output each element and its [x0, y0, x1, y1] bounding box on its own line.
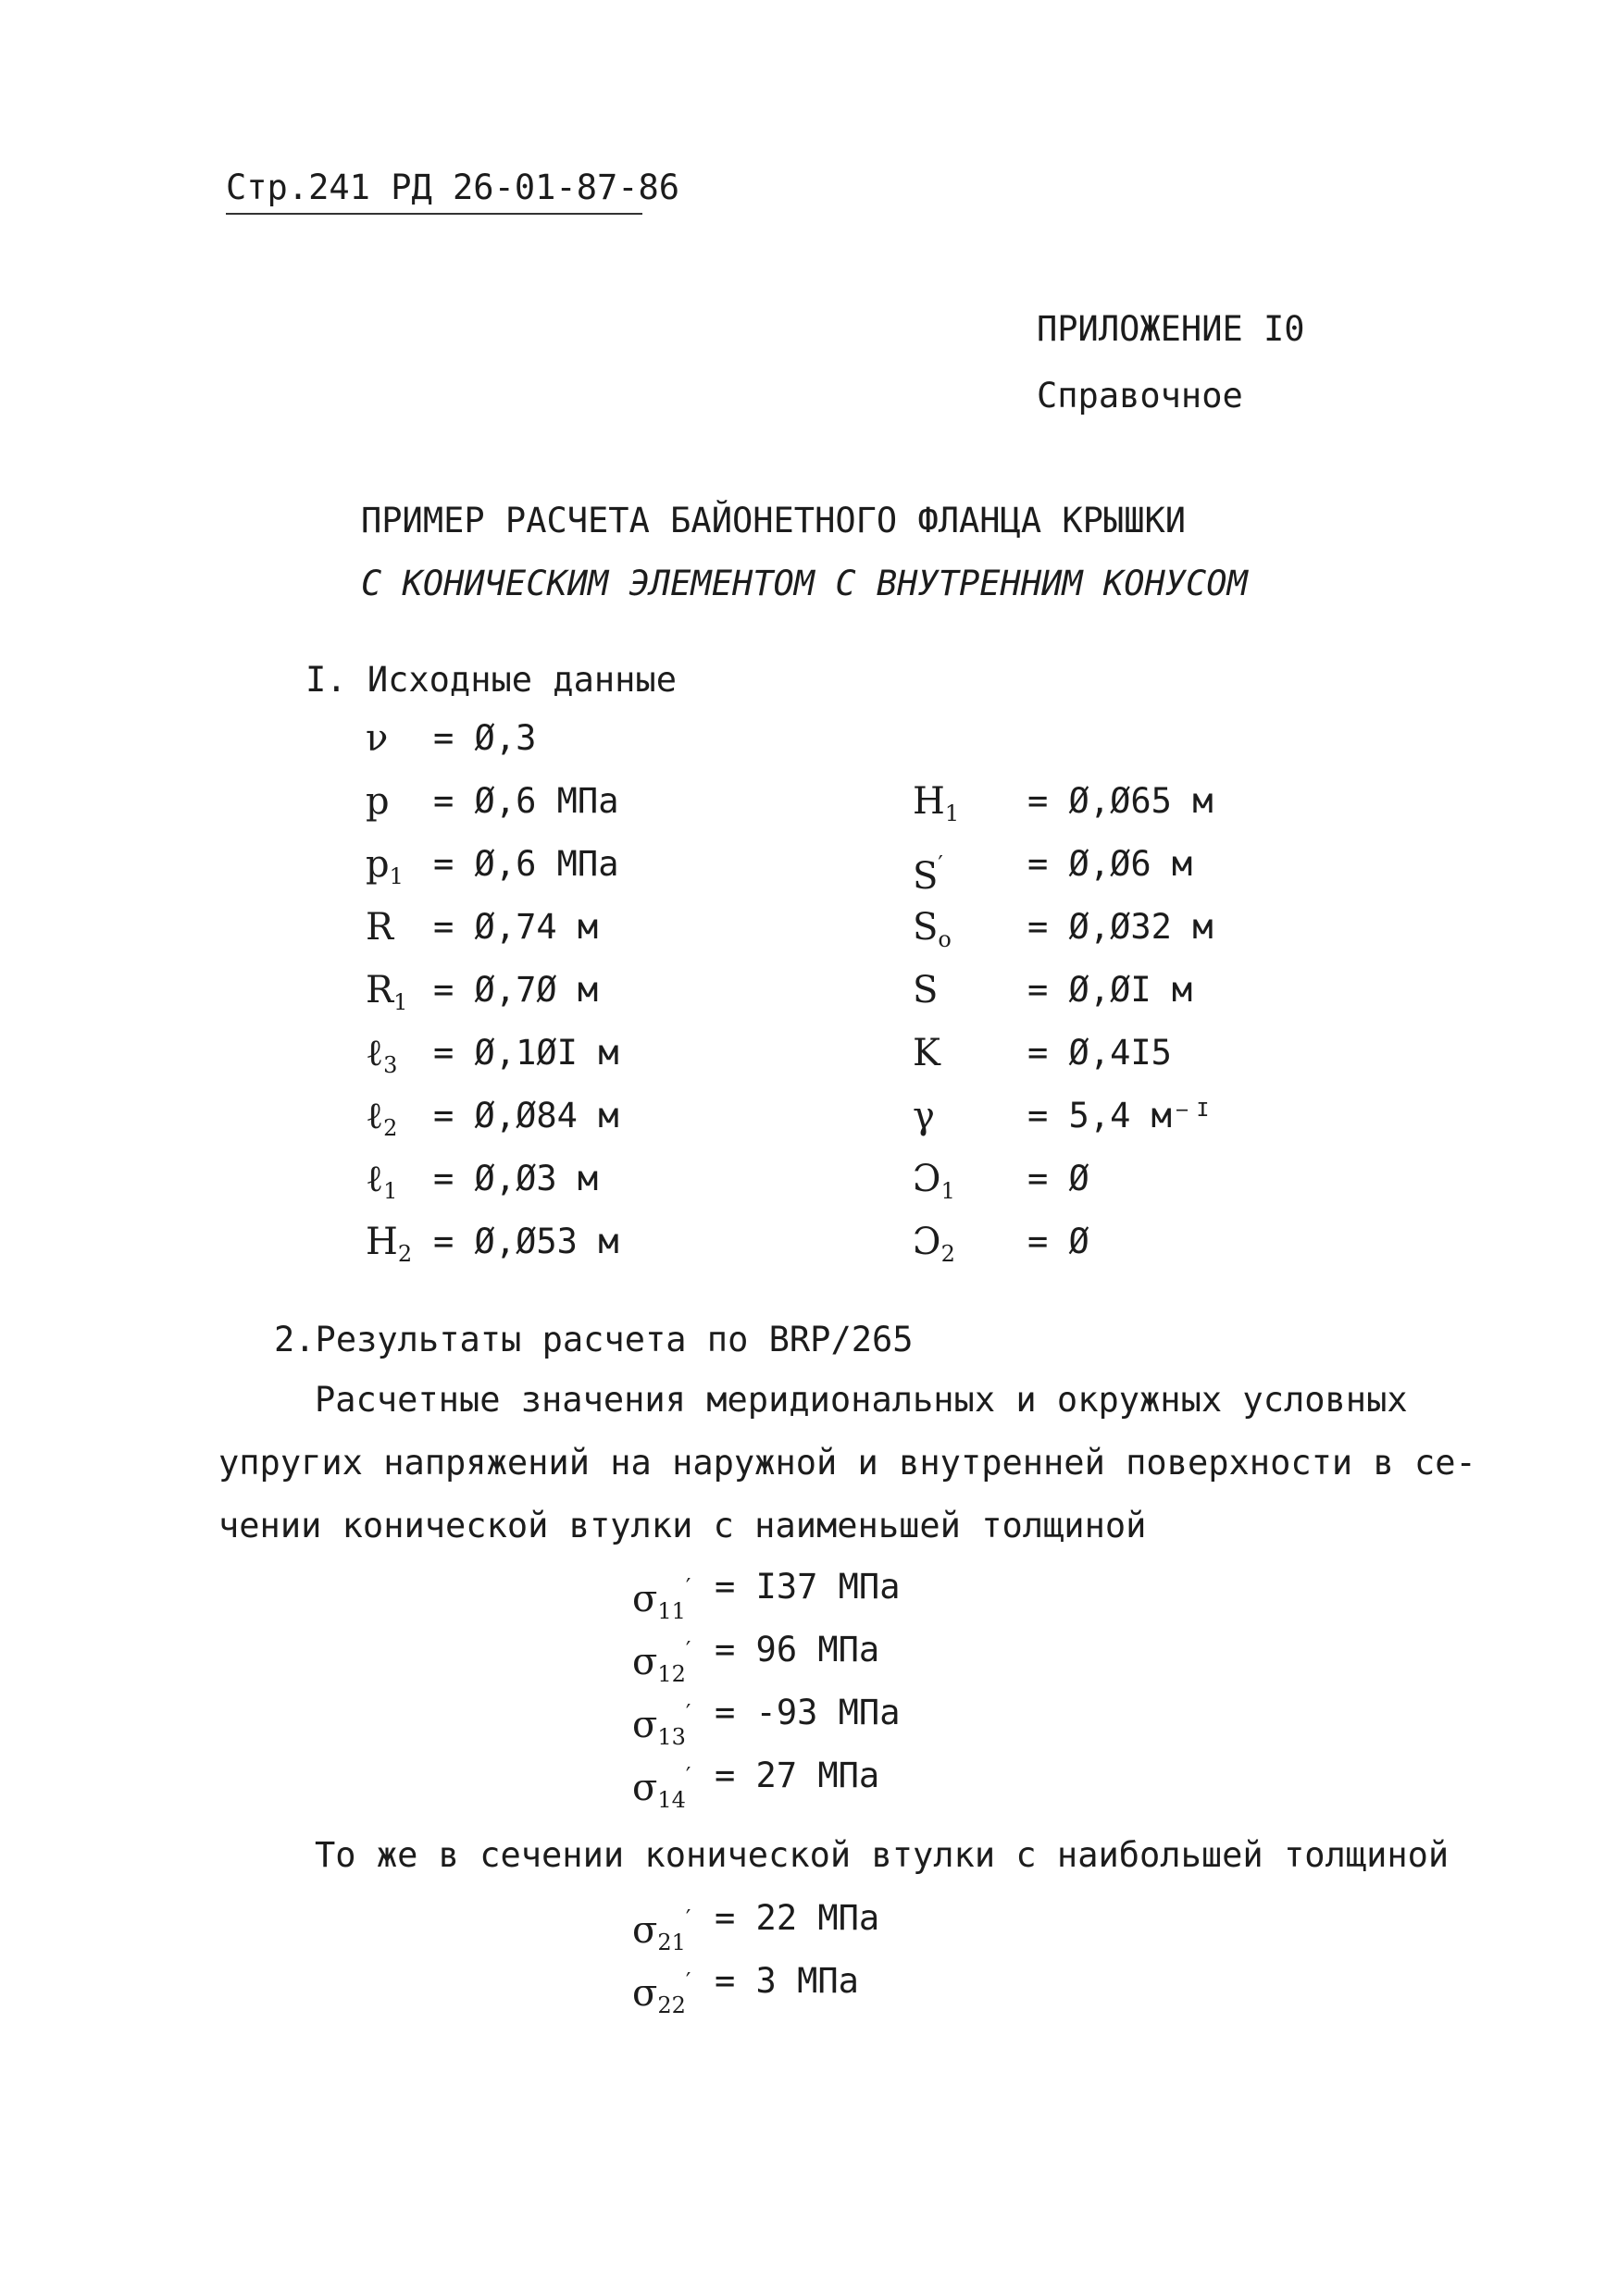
paragraph1-line1: Расчетные значения меридиональных и окружных условных: [315, 1380, 1408, 1420]
param-left-symbol: [366, 1095, 397, 1149]
param-left-value: = Ø,6 МПа: [433, 781, 619, 821]
section2-heading: 2.Результаты расчета по ВRР/265: [274, 1320, 914, 1359]
doc-title-line1: ПРИМЕР РАСЧЕТА БАЙОНЕТНОГО ФЛАНЦА КРЫШКИ: [361, 501, 1187, 540]
symbol-letter: S: [913, 855, 939, 898]
param-left-symbol: [366, 906, 393, 949]
param-left-value: = Ø,1ØI м: [433, 1033, 619, 1073]
param-right-symbol: [913, 1221, 955, 1275]
header-underline: [226, 213, 642, 215]
symbol-letter: S: [913, 906, 939, 949]
symbol-subscript: o: [938, 926, 952, 952]
stress-subscript: 11: [657, 1598, 686, 1624]
stress-letter: σ: [632, 1578, 658, 1620]
stress-symbol: [632, 1897, 691, 1964]
param-left-value: = Ø,6 МПа: [433, 844, 619, 884]
prime-mark: ′: [685, 1763, 691, 1789]
param-left-symbol: [366, 780, 390, 823]
stress-value: = 3 МПа: [715, 1961, 859, 2001]
param-left-symbol: [366, 1221, 412, 1275]
stress-value: = 22 МПа: [715, 1898, 880, 1938]
stress-letter: σ: [632, 1909, 658, 1952]
param-left-value: = Ø,7Ø м: [433, 970, 599, 1010]
symbol-superscript: ′: [938, 851, 943, 877]
symbol-subscript: 1: [944, 800, 960, 826]
symbol-letter: K: [913, 1032, 940, 1074]
doc-title-line2: С КОНИЧЕСКИМ ЭЛЕМЕНТОМ С ВНУТРЕННИМ КОНУСОМ: [361, 564, 1248, 603]
param-right-value: = Ø: [1027, 1222, 1089, 1261]
param-right-value: = Ø: [1027, 1159, 1089, 1198]
param-left-value: = Ø,Ø3 м: [433, 1159, 599, 1198]
stress-value: = -93 МПа: [715, 1693, 901, 1732]
prime-mark: ′: [685, 1905, 691, 1931]
appendix-title: ПРИЛОЖЕНИЕ I0: [1037, 309, 1305, 349]
symbol-letter: ν: [366, 717, 389, 760]
param-left-symbol: [366, 843, 404, 898]
param-left-symbol: [366, 1032, 397, 1086]
param-left-symbol: [366, 969, 407, 1024]
prime-mark: ′: [685, 1637, 691, 1663]
param-right-value: = Ø,Ø6 м: [1027, 844, 1193, 884]
param-right-value: = 5,4 м⁻ᴵ: [1027, 1096, 1214, 1136]
symbol-letter: ℓ: [366, 1032, 384, 1074]
prime-mark: ′: [685, 1574, 691, 1600]
section1-heading: I. Исходные данные: [305, 660, 677, 700]
stress-letter: σ: [632, 1641, 658, 1683]
symbol-letter: Ɔ: [913, 1221, 941, 1263]
param-right-symbol: [913, 843, 943, 898]
param-right-value: = Ø,Ø32 м: [1027, 907, 1214, 947]
symbol-letter: H: [366, 1221, 398, 1263]
symbol-letter: γ: [913, 1095, 935, 1137]
stress-subscript: 13: [657, 1724, 686, 1750]
param-left-value: = Ø,3: [433, 718, 537, 758]
prime-mark: ′: [685, 1700, 691, 1726]
stress-subscript: 21: [657, 1930, 686, 1955]
page-reference: Стр.241 РД 26-01-87-86: [226, 168, 680, 207]
symbol-letter: H: [913, 780, 945, 823]
stress-value: = 27 МПа: [715, 1756, 880, 1795]
symbol-letter: ℓ: [366, 1095, 384, 1137]
param-right-symbol: [913, 969, 938, 1011]
stress-subscript: 22: [657, 1992, 686, 2018]
symbol-letter: R: [366, 906, 394, 949]
symbol-subscript: 1: [383, 1178, 398, 1204]
symbol-subscript: 1: [393, 989, 408, 1015]
appendix-kind: Справочное: [1037, 376, 1243, 416]
paragraph2: То же в сечении конической втулки с наибольшей толщиной: [315, 1835, 1450, 1875]
stress-subscript: 14: [657, 1787, 686, 1813]
param-right-value: = Ø,Ø65 м: [1027, 781, 1214, 821]
prime-mark: ′: [685, 1968, 691, 1994]
stress-symbol: [632, 1566, 691, 1632]
param-left-value: = Ø,Ø84 м: [433, 1096, 619, 1136]
stress-subscript: 12: [657, 1661, 686, 1687]
param-right-symbol: [913, 1032, 940, 1074]
param-left-value: = Ø,Ø53 м: [433, 1222, 619, 1261]
stress-symbol: [632, 1629, 691, 1695]
param-left-value: = Ø,74 м: [433, 907, 599, 947]
param-left-symbol: [366, 1158, 397, 1212]
symbol-letter: ℓ: [366, 1158, 384, 1200]
symbol-subscript: 1: [389, 863, 404, 889]
symbol-subscript: 3: [383, 1052, 398, 1078]
param-right-value: = Ø,ØI м: [1027, 970, 1193, 1010]
symbol-letter: Ɔ: [913, 1158, 941, 1200]
symbol-subscript: 2: [383, 1115, 398, 1141]
paragraph1-line3: чении конической втулки с наименьшей толщиной: [218, 1506, 1147, 1545]
param-right-symbol: [913, 780, 959, 835]
stress-letter: σ: [632, 1704, 658, 1746]
symbol-subscript: 1: [940, 1178, 955, 1204]
symbol-letter: p: [366, 843, 390, 886]
stress-letter: σ: [632, 1972, 658, 2015]
stress-letter: σ: [632, 1767, 658, 1809]
stress-value: = 96 МПа: [715, 1630, 880, 1669]
stress-symbol: [632, 1692, 691, 1758]
paragraph1-line2: упругих напряжений на наружной и внутренней поверхности в се-: [218, 1443, 1476, 1483]
symbol-subscript: 2: [940, 1241, 955, 1267]
param-right-symbol: [913, 1095, 935, 1137]
symbol-letter: R: [366, 969, 394, 1011]
stress-value: = I37 МПа: [715, 1567, 901, 1607]
stress-symbol: [632, 1755, 691, 1821]
param-left-symbol: [366, 717, 388, 760]
stress-symbol: [632, 1960, 691, 2027]
symbol-letter: p: [366, 780, 390, 823]
symbol-letter: S: [913, 969, 939, 1011]
param-right-symbol: [913, 1158, 955, 1212]
param-right-symbol: [913, 906, 952, 961]
param-right-value: = Ø,4I5: [1027, 1033, 1172, 1073]
symbol-subscript: 2: [397, 1241, 413, 1267]
